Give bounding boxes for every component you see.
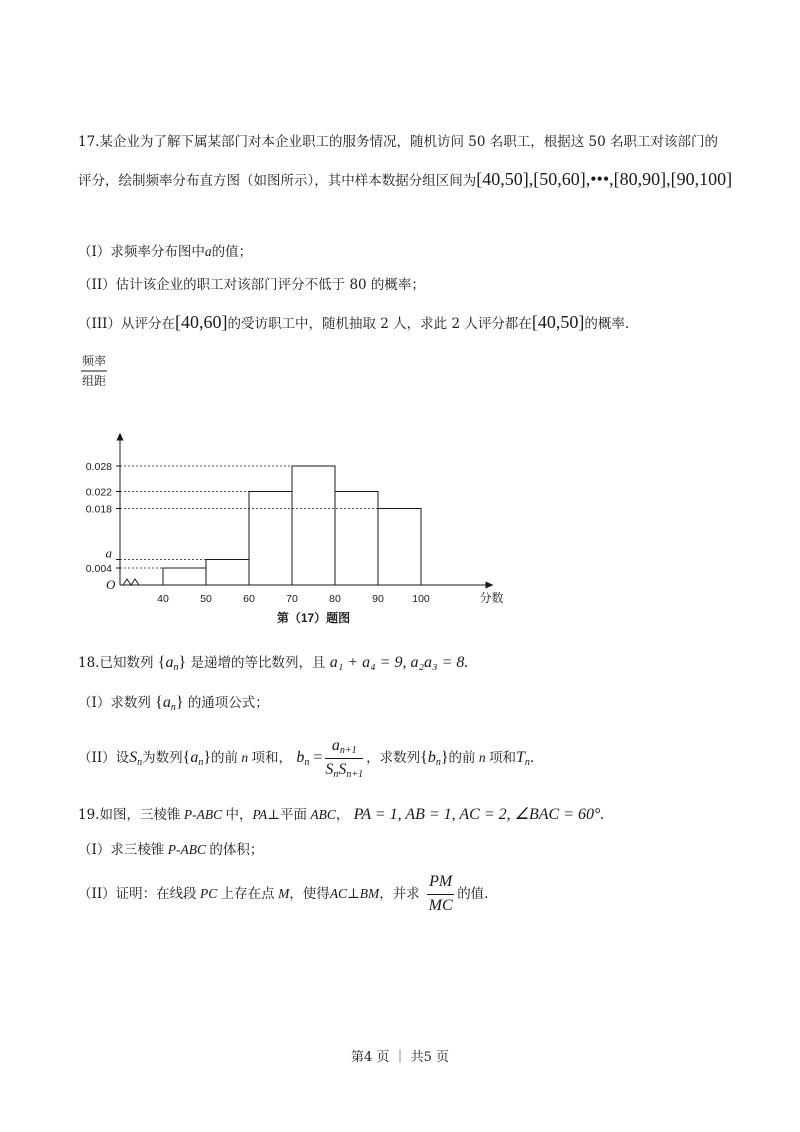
origin-label: O xyxy=(106,577,116,592)
histogram-bar xyxy=(163,568,206,585)
q19-part1: （I）求三棱锥 P-ABC 的体积； xyxy=(78,842,264,858)
seq-a-n: $\{a_n\}$ xyxy=(157,654,187,673)
q17-part1: （I）求频率分布图中a的值； xyxy=(78,244,253,260)
axis-break-mark xyxy=(123,579,139,585)
y-axis-arrow xyxy=(117,433,124,441)
pm-over-mc: $\frac{PM}{MC}$ xyxy=(428,873,453,914)
y-tick-label: 0.004 xyxy=(85,563,112,575)
q17-line1: 17.某企业为了解下属某部门对本企业职工的服务情况，随机访问 50 名职工，根据这 50 名职工对该部门的 xyxy=(78,134,718,150)
x-tick-label: 50 xyxy=(200,593,212,605)
x-axis-arrow xyxy=(486,582,494,589)
x-axis-label: 分数 xyxy=(479,591,504,605)
q19-stem: 19.如图，三棱锥 P-ABC 中，PA⊥平面 ABC， PA = 1, AB = 1, AC = 2, ∠BAC = 60°. xyxy=(78,806,605,823)
figure-caption: 第（17）题图 xyxy=(276,611,351,625)
q17-part3: （III）从评分在[40,60]的受访职工中，随机抽取 2 人，求此 2 人评分都在[40,50]的概率. xyxy=(78,312,630,332)
histogram-bar xyxy=(206,560,249,586)
b-n-formula: $b_n$ = $\frac{a_{n+1}}{S_nS_{n+1}}$ xyxy=(296,737,364,780)
x-tick-label: 60 xyxy=(243,593,255,605)
frequency-histogram xyxy=(70,345,530,630)
x-tick-label: 70 xyxy=(286,593,298,605)
y-tick-label: 0.022 xyxy=(85,486,112,499)
x-tick-label: 100 xyxy=(412,593,430,605)
y-tick-label: 0.028 xyxy=(85,461,112,473)
q18-part2: （II）设$S_n$为数列$\{a_n\}$的前 n 项和， $b_n$ = $\frac{a_{n+1}}{S_nS_{n+1}}$ ，求数列$\{b_n\}$的前 n 项和$T_n$. xyxy=(78,737,535,780)
y-axis-label-bottom: 组距 xyxy=(82,374,107,388)
q18-stem: 18.已知数列 $\{a_n\}$ 是递增的等比数列，且 a₁ + a₄ = 9, a₂a₃ = 8. xyxy=(78,654,469,673)
interval-list: [40,50],[50,60],•••,[80,90],[90,100] xyxy=(476,169,733,189)
y-tick-label: 0.018 xyxy=(85,503,112,516)
histogram-bar xyxy=(378,509,421,586)
q18-part1: （I）求数列 $\{a_n\}$ 的通项公式； xyxy=(78,694,269,713)
y-axis-label-top: 频率 xyxy=(82,354,107,368)
q17-line2: 评分，绘制频率分布直方图（如图所示），其中样本数据分组区间为[40,50],[50,60],•••,[80,90],[90,100] xyxy=(78,169,733,189)
q17-part2: （II）估计该企业的职工对该部门评分不低于 80 的概率； xyxy=(78,277,425,293)
histogram-bar xyxy=(292,466,335,585)
x-tick-label: 90 xyxy=(372,593,384,605)
x-tick-label: 80 xyxy=(329,593,341,605)
x-tick-label: 40 xyxy=(157,593,169,605)
histogram-bar xyxy=(249,492,292,586)
page-footer: 第4 页 ｜ 共5 页 xyxy=(350,1050,450,1065)
y-tick-label: a xyxy=(105,545,112,561)
seq-a-n: $\{a_n\}$ xyxy=(155,694,184,713)
histogram-bar xyxy=(335,492,378,586)
q19-part2: （II）证明：在线段 PC 上存在点 M，使得AC⊥BM，并求 $\frac{PM}{MC}$ 的值. xyxy=(78,873,489,914)
